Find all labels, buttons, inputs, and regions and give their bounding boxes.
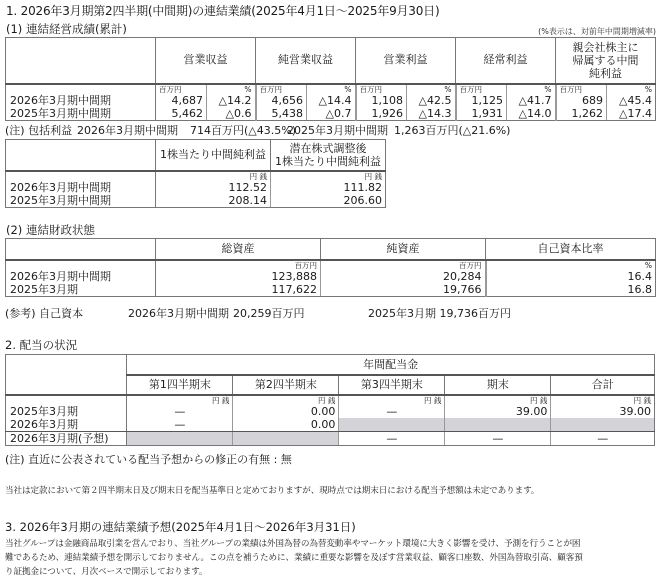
table-row xyxy=(6,283,656,297)
row-label: 2025年3月期 xyxy=(6,405,127,418)
cell-value: 206.60 xyxy=(271,194,386,208)
header-annual-dividends: 年間配当金 xyxy=(127,355,655,375)
header-q2-end: 第2四半期末 xyxy=(233,375,339,395)
cell-value: — xyxy=(445,431,551,445)
row-label: 2026年3月期中間期 xyxy=(6,94,156,107)
unit-blank xyxy=(6,84,156,94)
cell-value: 20,284 xyxy=(321,270,486,283)
unit-label: % xyxy=(507,84,556,94)
cell-value: △14.3 xyxy=(407,107,456,121)
cell-value: 117,622 xyxy=(156,283,321,297)
cell-shaded xyxy=(445,418,551,432)
header-line: 潜在株式調整後 xyxy=(289,141,367,155)
cell-value: 1,262 xyxy=(556,107,607,121)
table-row xyxy=(6,418,655,432)
cell-value: 123,888 xyxy=(156,270,321,283)
cell-value: 1,125 xyxy=(456,94,507,107)
cell-value: — xyxy=(339,431,445,445)
header-blank xyxy=(6,355,127,395)
comprehensive-income-cur-value: 714百万円(△43.5%) xyxy=(190,124,296,137)
section-heading-3: 3. 2026年3月期の連結業績予想(2025年4月1日～2026年3月31日) xyxy=(5,520,356,534)
cell-value: △41.7 xyxy=(507,94,556,107)
dividend-revision-note: (注) 直近に公表されている配当予想からの修正の有無 : 無 xyxy=(5,453,292,466)
cell-shaded xyxy=(339,418,445,432)
cell-value: △0.7 xyxy=(307,107,356,121)
unit-label: % xyxy=(307,84,356,94)
cell-value: 1,926 xyxy=(356,107,407,121)
equity-reference-prefix: (参考) 自己資本 xyxy=(5,307,84,320)
row-label: 2026年3月期中間期 xyxy=(6,181,156,194)
unit-label: 百万円 xyxy=(321,260,486,270)
table-row xyxy=(6,194,386,208)
cell-value: △14.0 xyxy=(507,107,556,121)
cell-value: 4,687 xyxy=(156,94,207,107)
cell-value: △14.2 xyxy=(207,94,256,107)
equity-reference-cur-value: 20,259百万円 xyxy=(233,307,305,320)
header-operating-revenue: 営業収益 xyxy=(156,38,256,84)
header-ordinary-income: 経常利益 xyxy=(456,38,556,84)
financial-position-title: (2) 連結財政状態 xyxy=(6,223,95,237)
equity-reference-cur-label: 2026年3月期中間期 xyxy=(128,307,229,320)
unit-label: 百万円 xyxy=(456,84,507,94)
header-line: 純利益 xyxy=(589,66,622,80)
unit-blank xyxy=(6,395,127,405)
cell-value: — xyxy=(551,431,655,445)
unit-label: 円 銭 xyxy=(445,395,551,405)
unit-label: % xyxy=(607,84,656,94)
header-q1-end: 第1四半期末 xyxy=(127,375,233,395)
row-label: 2025年3月期中間期 xyxy=(6,107,156,121)
cell-shaded xyxy=(233,431,339,445)
header-line: 帰属する中間 xyxy=(572,53,639,67)
cell-value: 39.00 xyxy=(445,405,551,418)
row-label: 2026年3月期 xyxy=(6,418,127,432)
cell-shaded xyxy=(127,431,233,445)
row-label: 2026年3月期中間期 xyxy=(6,270,156,283)
unit-label: 円 銭 xyxy=(551,395,655,405)
table-row xyxy=(6,405,655,418)
header-net-income-parent xyxy=(556,38,656,84)
cell-value: — xyxy=(339,405,445,418)
comprehensive-income-prev-label: 2025年3月期中間期 xyxy=(287,124,388,137)
unit-label: % xyxy=(207,84,256,94)
header-diluted-eps xyxy=(271,140,386,171)
dividend-paragraph: 当社は定款において第２四半期末日及び期末日を配当基準日と定めておりますが、現時点では期末日における配当予想額は未定であります。 xyxy=(5,486,540,496)
cell-value: 112.52 xyxy=(156,181,271,194)
cell-value: △45.4 xyxy=(607,94,656,107)
unit-label: 円 銭 xyxy=(233,395,339,405)
unit-label: 百万円 xyxy=(356,84,407,94)
cell-value: 16.8 xyxy=(486,283,656,297)
cell-value: 0.00 xyxy=(233,405,339,418)
unit-label: 円 銭 xyxy=(156,171,271,181)
operating-results-title: (1) 連結経営成績(累計) xyxy=(6,22,127,36)
unit-label: 百万円 xyxy=(556,84,607,94)
row-label: 2025年3月期 xyxy=(6,283,156,297)
header-blank xyxy=(6,239,156,260)
cell-value: — xyxy=(127,418,233,432)
table-row xyxy=(6,107,656,121)
cell-value: 689 xyxy=(556,94,607,107)
cell-shaded xyxy=(551,418,655,432)
forecast-paragraph-line-1: 当社グループは金融商品取引業を営んでおり、当社グループの業績は外国為替の為替変動率やマーケット環境に大きく影響を受け、予測を行うことが困 xyxy=(5,539,581,549)
table-row xyxy=(6,181,386,194)
header-year-end: 期末 xyxy=(445,375,551,395)
comprehensive-income-prev-value: 1,263百万円(△21.6%) xyxy=(394,124,511,137)
section-heading-2: 2. 配当の状況 xyxy=(5,338,78,352)
cell-value: 0.00 xyxy=(233,418,339,432)
financial-position-table xyxy=(5,238,656,297)
table-row xyxy=(6,270,656,283)
cell-value: △42.5 xyxy=(407,94,456,107)
unit-label: 百万円 xyxy=(156,84,207,94)
cell-value: 5,462 xyxy=(156,107,207,121)
cell-value: 208.14 xyxy=(156,194,271,208)
unit-label: 円 銭 xyxy=(127,395,233,405)
comprehensive-income-prefix: (注) 包括利益 xyxy=(5,124,73,137)
percent-note: (%表示は、対前年中間期増減率) xyxy=(538,27,656,36)
cell-value: △17.4 xyxy=(607,107,656,121)
operating-results-table xyxy=(5,37,656,121)
cell-value: 111.82 xyxy=(271,181,386,194)
header-operating-income: 営業利益 xyxy=(356,38,456,84)
cell-value: 19,766 xyxy=(321,283,486,297)
unit-label: % xyxy=(407,84,456,94)
cell-value: 1,108 xyxy=(356,94,407,107)
header-total: 合計 xyxy=(551,375,655,395)
cell-value: 4,656 xyxy=(256,94,307,107)
header-equity-ratio: 自己資本比率 xyxy=(486,239,656,260)
cell-value: 1,931 xyxy=(456,107,507,121)
cell-value: 39.00 xyxy=(551,405,655,418)
unit-label: 百万円 xyxy=(156,260,321,270)
dividends-table xyxy=(5,354,655,446)
unit-blank xyxy=(6,260,156,270)
cell-value: 16.4 xyxy=(486,270,656,283)
header-eps: 1株当たり中間純利益 xyxy=(156,140,271,171)
row-label: 2025年3月期中間期 xyxy=(6,194,156,208)
table-row xyxy=(6,431,655,445)
cell-value: △14.4 xyxy=(307,94,356,107)
header-blank xyxy=(6,38,156,84)
forecast-paragraph-line-3: り証拠金について、月次ベースで開示しております。 xyxy=(5,567,208,577)
cell-value: 5,438 xyxy=(256,107,307,121)
header-total-assets: 総資産 xyxy=(156,239,321,260)
unit-label: % xyxy=(486,260,656,270)
header-net-assets: 純資産 xyxy=(321,239,486,260)
equity-reference-prev: 2025年3月期 19,736百万円 xyxy=(368,307,511,320)
unit-label: 百万円 xyxy=(256,84,307,94)
eps-table xyxy=(5,139,386,208)
unit-label: 円 銭 xyxy=(339,395,445,405)
unit-blank xyxy=(6,171,156,181)
unit-label: 円 銭 xyxy=(271,171,386,181)
comprehensive-income-cur-label: 2026年3月期中間期 xyxy=(77,124,178,137)
header-q3-end: 第3四半期末 xyxy=(339,375,445,395)
cell-value: — xyxy=(127,405,233,418)
header-line: 親会社株主に xyxy=(572,40,639,54)
header-net-operating-revenue: 純営業収益 xyxy=(256,38,356,84)
header-blank xyxy=(6,140,156,171)
section-heading-1: 1. 2026年3月期第2四半期(中間期)の連結業績(2025年4月1日～2025年9月30日) xyxy=(6,4,440,18)
forecast-paragraph-line-2: 難であるため、連結業績予想を開示しておりません。この点を補うために、業績に重要な影響を及ぼす営業収益、顧客口座数、外国為替取引高、顧客預 xyxy=(5,553,583,563)
cell-value: △0.6 xyxy=(207,107,256,121)
table-row xyxy=(6,94,656,107)
row-label: 2026年3月期(予想) xyxy=(6,431,127,445)
header-line: 1株当たり中間純利益 xyxy=(275,154,381,168)
